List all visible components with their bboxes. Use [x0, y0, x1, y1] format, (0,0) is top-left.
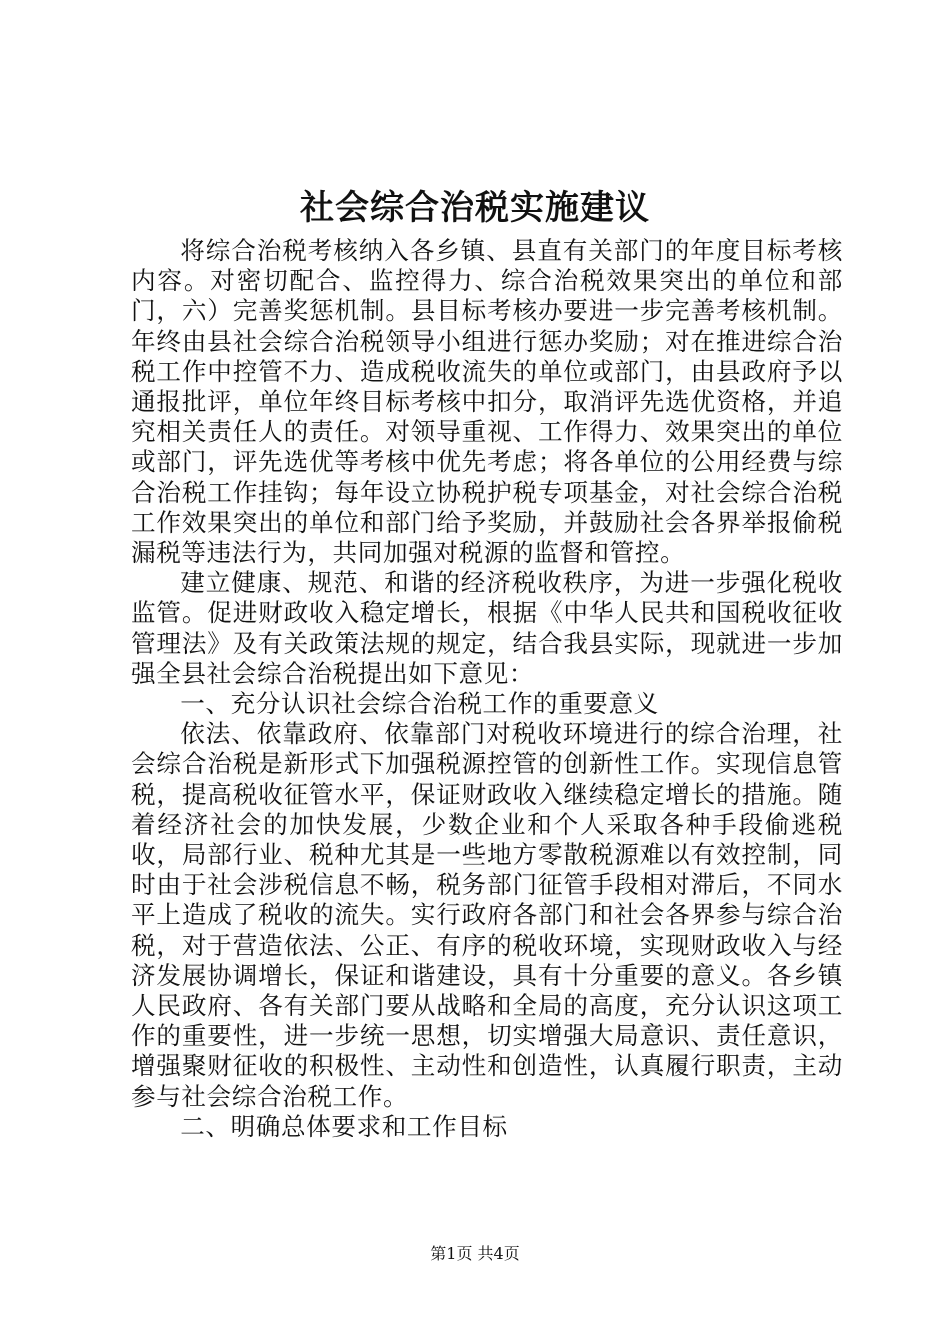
section-heading-2: 二、明确总体要求和工作目标 — [180, 1111, 508, 1141]
document-body — [131, 236, 843, 1142]
document-title: 社会综合治税实施建议 — [300, 188, 650, 228]
paragraph-significance: 依法、依靠政府、依靠部门对税收环境进行的综合治理，社会综合治税是新形式下加强税源控管的创新性工作。实现信息管税，提高税收征管水平，保证财政收入继续稳定增长的措施。随着经济社会的加快发展，少数企业和个人采取各种手段偷逃税收，局部行业、税种尤其是一些地方零散税源难以有效控制，同时由于社会涉税信息不畅，税务部门征管手段相对滞后，不同水平上造成了税收的流失。实行政府各部门和社会各界参与综合治税，对于营造依法、公正、有序的税收环境，实现财政收入与经济发展协调增长，保证和谐建设，具有十分重要的意义。各乡镇人民政府、各有关部门要从战略和全局的高度，充分认识这项工作的重要性，进一步统一思想，切实增强大局意识、责任意识，增强聚财征收的积极性、主动性和创造性，认真履行职责，主动参与社会综合治税工作。 — [131, 719, 843, 1111]
paragraph-assessment: 将综合治税考核纳入各乡镇、县直有关部门的年度目标考核内容。对密切配合、监控得力、综合治税效果突出的单位和部门，六）完善奖惩机制。县目标考核办要进一步完善考核机制。年终由县社会综合治税领导小组进行惩办奖励；对在推进综合治税工作中控管不力、造成税收流失的单位或部门，由县政府予以通报批评，单位年终目标考核中扣分，取消评先选优资格，并追究相关责任人的责任。对领导重视、工作得力、效果突出的单位或部门，评先选优等考核中优先考虑；将各单位的公用经费与综合治税工作挂钩；每年设立协税护税专项基金，对社会综合治税工作效果突出的单位和部门给予奖励，并鼓励社会各界举报偷税漏税等违法行为，共同加强对税源的监督和管控。 — [131, 236, 843, 568]
section-heading-1: 一、充分认识社会综合治税工作的重要意义 — [180, 689, 659, 719]
paragraph-introduction: 建立健康、规范、和谐的经济税收秩序，为进一步强化税收监管。促进财政收入稳定增长，根据《中华人民共和国税收征收管理法》及有关政策法规的规定，结合我县实际，现就进一步加强全县社会综合治税提出如下意见： — [131, 568, 843, 688]
page-number-footer: 第1页 共4页 — [430, 1244, 520, 1263]
